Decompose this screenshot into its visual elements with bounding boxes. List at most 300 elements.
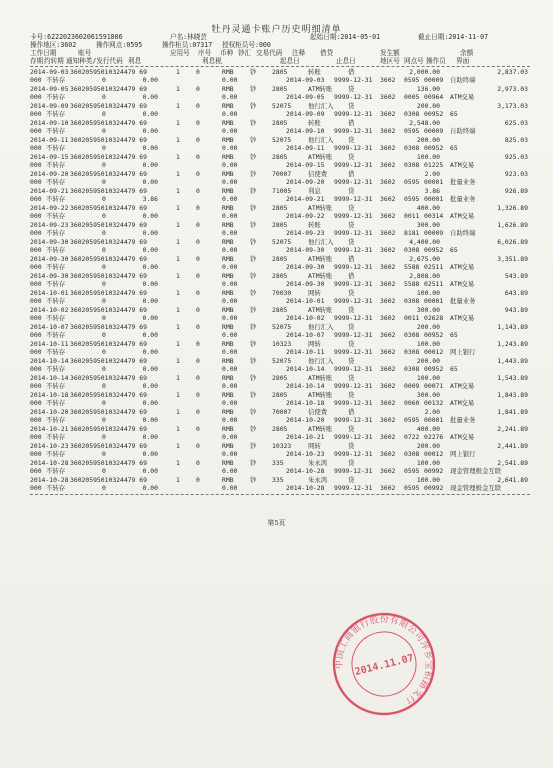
- cell-date: 2014-10-02: [30, 306, 69, 314]
- cell-interest: 0.00: [142, 314, 158, 322]
- cell-app: 1: [176, 238, 180, 246]
- cell-tax: 0.00: [222, 229, 238, 237]
- cell-amt: 100.00: [416, 289, 440, 297]
- cell-amt: 100.00: [416, 153, 440, 161]
- cell-notice: 0: [102, 433, 106, 441]
- table-row: [30, 154, 535, 171]
- cell-notice: 0: [102, 263, 106, 271]
- cell-ch: 钞: [250, 476, 257, 484]
- start-date: 起始日期:2014-05-01: [310, 33, 381, 41]
- table-row: [30, 307, 535, 324]
- cell-bal: 2,837.03: [497, 68, 528, 76]
- cell-dc: 贷: [348, 153, 355, 161]
- cell-edate: 9999-12-31: [334, 280, 373, 288]
- cell-conv: 不转存: [46, 433, 66, 441]
- cell-cur: RMB: [222, 357, 234, 365]
- cell-notice: 0: [102, 229, 106, 237]
- cell-branch: 8181: [404, 229, 420, 237]
- cell-interest: 0.00: [142, 212, 158, 220]
- cell-interest: 0.00: [142, 416, 158, 424]
- cell-interest: 0.00: [142, 433, 158, 441]
- cell-seq: 0: [196, 136, 200, 144]
- document-title: 牡丹灵通卡账户历史明细清单: [211, 25, 342, 35]
- cell-op: 00071: [424, 382, 444, 390]
- cell-date: 2014-09-11: [30, 136, 69, 144]
- cell-note: 网转: [308, 289, 321, 297]
- row-line-main: [30, 171, 535, 178]
- cell-branch: 0060: [404, 399, 420, 407]
- cell-conv: 不转存: [46, 365, 66, 373]
- cell-amt: 200.00: [416, 102, 440, 110]
- cell-date: 2014-10-18: [30, 391, 69, 399]
- cell-seq: 0: [196, 119, 200, 127]
- cell-iface: 批量业务: [450, 416, 476, 424]
- column-header: 序号: [198, 49, 212, 57]
- cell-ch: 钞: [250, 459, 257, 467]
- cell-term: 000: [30, 263, 42, 271]
- table-row: [30, 222, 535, 239]
- cell-dc: 贷: [348, 221, 355, 229]
- cell-conv: 不转存: [46, 93, 66, 101]
- cell-date: 2014-10-07: [30, 323, 69, 331]
- cell-notice: 0: [102, 76, 106, 84]
- column-header: 利息: [128, 57, 142, 65]
- header-line-2: [30, 42, 271, 49]
- cell-code: 2805: [272, 153, 288, 161]
- cell-ch: 钞: [250, 306, 257, 314]
- cell-note: ATM转账: [308, 374, 333, 382]
- cell-code: 10323: [272, 340, 292, 348]
- cell-ch: 钞: [250, 204, 257, 212]
- row-line-main: [30, 256, 535, 263]
- cell-conv: 不转存: [46, 144, 66, 152]
- cell-acct: 36020595010324479 69: [70, 425, 147, 433]
- cell-date: 2014-10-28: [30, 459, 69, 467]
- cell-op: 01225: [424, 161, 444, 169]
- cell-term: 000: [30, 195, 42, 203]
- cell-conv: 不转存: [46, 484, 66, 492]
- cell-branch: 0595: [404, 178, 420, 186]
- cell-vdate: 2014-09-10: [286, 127, 325, 135]
- cell-edate: 9999-12-31: [334, 178, 373, 186]
- cell-note: ATM转账: [308, 204, 333, 212]
- cell-vdate: 2014-09-03: [286, 76, 325, 84]
- cell-region: 3602: [380, 212, 396, 220]
- cell-term: 000: [30, 331, 42, 339]
- cell-cur: RMB: [222, 289, 234, 297]
- operating-branch: 操作网点:0595: [96, 41, 143, 49]
- column-header: 操作员: [426, 57, 446, 65]
- cell-app: 1: [176, 425, 180, 433]
- cell-bal: 926.89: [504, 187, 528, 195]
- row-line-detail: [30, 77, 535, 84]
- cell-region: 3602: [380, 365, 396, 373]
- cell-app: 1: [176, 476, 180, 484]
- account-name: 户名:林晓芸: [170, 33, 207, 41]
- row-line-detail: [30, 468, 535, 475]
- cell-acct: 36020595010324479 69: [70, 459, 147, 467]
- row-line-main: [30, 460, 535, 467]
- cell-ch: 钞: [250, 136, 257, 144]
- header-divider: [30, 66, 530, 67]
- cell-app: 1: [176, 119, 180, 127]
- cell-cur: RMB: [222, 68, 234, 76]
- cell-dc: 贷: [348, 136, 355, 144]
- cell-note: ATM转账: [308, 255, 333, 263]
- cell-date: 2014-10-28: [30, 476, 69, 484]
- cell-notice: 0: [102, 382, 106, 390]
- cell-dc: 借: [348, 170, 355, 178]
- row-line-main: [30, 120, 535, 127]
- cell-iface: 网上银行: [450, 348, 476, 356]
- cell-branch: 0308: [404, 144, 420, 152]
- cell-seq: 0: [196, 323, 200, 331]
- cell-tax: 0.00: [222, 178, 238, 186]
- cell-interest: 0.00: [142, 263, 158, 271]
- cell-cur: RMB: [222, 374, 234, 382]
- cell-app: 1: [176, 68, 180, 76]
- column-header: 地区号: [380, 57, 400, 65]
- cell-cur: RMB: [222, 442, 234, 450]
- table-row: [30, 239, 535, 256]
- table-row: [30, 103, 535, 120]
- cell-note: 转账: [308, 119, 321, 127]
- cell-op: 00992: [424, 467, 444, 475]
- row-line-main: [30, 375, 535, 382]
- row-line-main: [30, 409, 535, 416]
- cell-date: 2014-10-14: [30, 374, 69, 382]
- row-line-main: [30, 103, 535, 110]
- table-row: [30, 426, 535, 443]
- column-header: 币种: [220, 49, 234, 57]
- cell-acct: 36020595010324479 69: [70, 119, 147, 127]
- cell-code: 70030: [272, 289, 292, 297]
- cell-notice: 0: [102, 399, 106, 407]
- cell-ch: 钞: [250, 391, 257, 399]
- cell-branch: 0595: [404, 484, 420, 492]
- cell-bal: 1,843.89: [497, 391, 528, 399]
- cell-tax: 0.00: [222, 365, 238, 373]
- cell-vdate: 2014-10-18: [286, 399, 325, 407]
- cell-seq: 0: [196, 204, 200, 212]
- cell-iface: ATM交易: [450, 314, 475, 322]
- cell-interest: 0.00: [142, 93, 158, 101]
- cell-tax: 0.00: [222, 314, 238, 322]
- cell-interest: 0.00: [142, 76, 158, 84]
- cell-dc: 借: [348, 408, 355, 416]
- cell-ch: 钞: [250, 408, 257, 416]
- cell-date: 2014-10-14: [30, 357, 69, 365]
- cell-amt: 2,675.00: [409, 255, 440, 263]
- cell-app: 1: [176, 204, 180, 212]
- row-line-detail: [30, 94, 535, 101]
- cell-vdate: 2014-10-02: [286, 314, 325, 322]
- cell-dc: 借: [348, 255, 355, 263]
- cell-interest: 0.00: [142, 280, 158, 288]
- cell-notice: 0: [102, 127, 106, 135]
- cell-note: 网转: [308, 442, 321, 450]
- cell-term: 000: [30, 229, 42, 237]
- cell-iface: ATM交易: [450, 161, 475, 169]
- cell-vdate: 2014-10-21: [286, 433, 325, 441]
- cell-app: 1: [176, 391, 180, 399]
- cell-edate: 9999-12-31: [334, 195, 373, 203]
- cell-tax: 0.00: [222, 450, 238, 458]
- row-line-main: [30, 69, 535, 76]
- cell-seq: 0: [196, 102, 200, 110]
- cell-term: 000: [30, 399, 42, 407]
- cell-bal: 1,841.89: [497, 408, 528, 416]
- cell-edate: 9999-12-31: [334, 93, 373, 101]
- cell-app: 1: [176, 221, 180, 229]
- cell-dc: 贷: [348, 85, 355, 93]
- cell-ch: 钞: [250, 442, 257, 450]
- column-header: 网点号: [404, 57, 424, 65]
- cell-ch: 钞: [250, 357, 257, 365]
- cell-notice: 0: [102, 246, 106, 254]
- cell-conv: 不转存: [46, 416, 66, 424]
- cell-code: 52075: [272, 357, 292, 365]
- cell-amt: 200.00: [416, 136, 440, 144]
- cell-branch: 0308: [404, 331, 420, 339]
- cell-term: 000: [30, 450, 42, 458]
- cell-edate: 9999-12-31: [334, 161, 373, 169]
- cell-vdate: 2014-09-30: [286, 246, 325, 254]
- cell-seq: 0: [196, 476, 200, 484]
- cell-branch: 0308: [404, 450, 420, 458]
- table-row: [30, 392, 535, 409]
- table-row: [30, 171, 535, 188]
- cell-code: 71005: [272, 187, 292, 195]
- cell-tax: 0.00: [222, 331, 238, 339]
- page-number: 第5页: [267, 519, 286, 527]
- cell-region: 3602: [380, 195, 396, 203]
- cell-vdate: 2014-09-22: [286, 212, 325, 220]
- cell-app: 1: [176, 102, 180, 110]
- cell-code: 2805: [272, 374, 288, 382]
- cell-ch: 钞: [250, 238, 257, 246]
- cell-dc: 贷: [348, 187, 355, 195]
- cell-bal: 2,241.89: [497, 425, 528, 433]
- cell-interest: 0.00: [142, 450, 158, 458]
- cell-notice: 0: [102, 348, 106, 356]
- cell-vdate: 2014-09-15: [286, 161, 325, 169]
- cell-op: 02511: [424, 263, 444, 271]
- cell-notice: 0: [102, 331, 106, 339]
- row-line-detail: [30, 281, 535, 288]
- cell-note: 朱永鸿: [308, 476, 328, 484]
- cell-term: 000: [30, 416, 42, 424]
- cell-acct: 36020595010324479 69: [70, 323, 147, 331]
- cell-note: ATM转账: [308, 391, 333, 399]
- cell-vdate: 2014-10-14: [286, 382, 325, 390]
- row-line-main: [30, 307, 535, 314]
- row-line-main: [30, 443, 535, 450]
- cell-acct: 36020595010324479 69: [70, 391, 147, 399]
- cell-op: 00992: [424, 484, 444, 492]
- cell-notice: 0: [102, 195, 106, 203]
- cell-ch: 钞: [250, 374, 257, 382]
- cell-dc: 贷: [348, 238, 355, 246]
- column-header: 存期: [30, 57, 44, 65]
- cell-tax: 0.00: [222, 110, 238, 118]
- cell-bal: 543.89: [504, 272, 528, 280]
- cell-vdate: 2014-09-23: [286, 229, 325, 237]
- cell-seq: 0: [196, 238, 200, 246]
- cell-amt: 100.00: [416, 340, 440, 348]
- row-line-detail: [30, 264, 535, 271]
- cell-edate: 9999-12-31: [334, 331, 373, 339]
- cell-conv: 不转存: [46, 399, 66, 407]
- cell-iface: ATM交易: [450, 93, 475, 101]
- cell-ch: 钞: [250, 323, 257, 331]
- cell-ch: 钞: [250, 187, 257, 195]
- cell-branch: 0011: [404, 314, 420, 322]
- cell-cur: RMB: [222, 221, 234, 229]
- cell-cur: RMB: [222, 306, 234, 314]
- cell-bal: 3,351.89: [497, 255, 528, 263]
- cell-op: 00009: [424, 76, 444, 84]
- cell-region: 3602: [380, 314, 396, 322]
- column-header: 钞汇: [238, 49, 252, 57]
- cell-interest: 3.86: [142, 195, 158, 203]
- row-line-main: [30, 222, 535, 229]
- cell-bal: 3,173.03: [497, 102, 528, 110]
- cell-ch: 钞: [250, 340, 257, 348]
- cell-bal: 1,143.89: [497, 323, 528, 331]
- cell-tax: 0.00: [222, 297, 238, 305]
- cell-iface: 批量业务: [450, 195, 476, 203]
- cell-cur: RMB: [222, 391, 234, 399]
- table-row: [30, 443, 535, 460]
- row-line-main: [30, 392, 535, 399]
- table-row: [30, 256, 535, 273]
- cell-amt: 2,808.00: [409, 272, 440, 280]
- cell-region: 3602: [380, 76, 396, 84]
- cell-bal: 825.03: [504, 136, 528, 144]
- cell-seq: 0: [196, 459, 200, 467]
- cell-date: 2014-09-05: [30, 85, 69, 93]
- cell-region: 3602: [380, 331, 396, 339]
- cell-seq: 0: [196, 68, 200, 76]
- cell-bal: 923.03: [504, 170, 528, 178]
- cell-interest: 0.00: [142, 246, 158, 254]
- table-row: [30, 273, 535, 290]
- cell-bal: 2,973.03: [497, 85, 528, 93]
- cell-amt: 2.00: [424, 170, 440, 178]
- column-header: 应用号: [170, 49, 190, 57]
- cell-notice: 0: [102, 484, 106, 492]
- cell-edate: 9999-12-31: [334, 127, 373, 135]
- column-header: 通知种类/发行代码: [66, 57, 123, 65]
- cell-seq: 0: [196, 340, 200, 348]
- cell-app: 1: [176, 374, 180, 382]
- cell-app: 1: [176, 459, 180, 467]
- cell-vdate: 2014-10-14: [286, 365, 325, 373]
- cell-amt: 400.00: [416, 425, 440, 433]
- cell-dc: 贷: [348, 340, 355, 348]
- cell-note: 他行汇入: [308, 238, 334, 246]
- cell-edate: 9999-12-31: [334, 399, 373, 407]
- cell-interest: 0.00: [142, 297, 158, 305]
- cell-app: 1: [176, 136, 180, 144]
- cell-region: 3602: [380, 433, 396, 441]
- cell-conv: 不转存: [46, 467, 66, 475]
- cell-interest: 0.00: [142, 178, 158, 186]
- column-header: 余额: [460, 49, 474, 57]
- cell-region: 3602: [380, 399, 396, 407]
- cell-term: 000: [30, 348, 42, 356]
- cell-dc: 借: [348, 272, 355, 280]
- header-line-1: [30, 34, 488, 41]
- cell-seq: 0: [196, 272, 200, 280]
- cell-ch: 钞: [250, 289, 257, 297]
- table-row: [30, 460, 535, 477]
- cell-interest: 0.00: [142, 365, 158, 373]
- cell-conv: 不转存: [46, 178, 66, 186]
- cell-note: 朱永鸿: [308, 459, 328, 467]
- cell-region: 3602: [380, 144, 396, 152]
- cell-amt: 3.86: [424, 187, 440, 195]
- cell-term: 000: [30, 76, 42, 84]
- cell-note: 网转: [308, 340, 321, 348]
- table-row: [30, 341, 535, 358]
- cell-code: 70007: [272, 408, 292, 416]
- cell-note: ATM转账: [308, 272, 333, 280]
- cell-term: 000: [30, 144, 42, 152]
- cell-iface: 65: [450, 331, 458, 339]
- cell-notice: 0: [102, 178, 106, 186]
- cell-acct: 36020595010324479 69: [70, 357, 147, 365]
- cell-term: 000: [30, 127, 42, 135]
- cell-amt: 2,548.00: [409, 119, 440, 127]
- cell-edate: 9999-12-31: [334, 365, 373, 373]
- cell-amt: 200.00: [416, 442, 440, 450]
- cell-bal: 2,641.89: [497, 476, 528, 484]
- row-line-main: [30, 154, 535, 161]
- cell-seq: 0: [196, 442, 200, 450]
- cell-edate: 9999-12-31: [334, 314, 373, 322]
- cell-term: 000: [30, 467, 42, 475]
- cell-edate: 9999-12-31: [334, 348, 373, 356]
- cell-amt: 100.00: [416, 459, 440, 467]
- cell-iface: 网上银行: [450, 450, 476, 458]
- cell-acct: 36020595010324479 69: [70, 476, 147, 484]
- cell-term: 000: [30, 484, 42, 492]
- cell-tax: 0.00: [222, 348, 238, 356]
- stamp-ring-text: 中国工商银行股份有限公司萍乡宝积路支行: [334, 614, 434, 707]
- column-header: 起息日: [280, 57, 300, 65]
- cell-code: 2805: [272, 68, 288, 76]
- cell-notice: 0: [102, 297, 106, 305]
- cell-app: 1: [176, 153, 180, 161]
- cell-ch: 钞: [250, 102, 257, 110]
- cell-date: 2014-10-01: [30, 289, 69, 297]
- cell-date: 2014-09-30: [30, 255, 69, 263]
- cell-tax: 0.00: [222, 416, 238, 424]
- cell-branch: 0595: [404, 76, 420, 84]
- cell-seq: 0: [196, 289, 200, 297]
- cell-term: 000: [30, 178, 42, 186]
- cell-vdate: 2014-09-30: [286, 263, 325, 271]
- stamp-date: 2014.11.07: [353, 652, 415, 679]
- cell-tax: 0.00: [222, 280, 238, 288]
- cell-branch: 0009: [404, 382, 420, 390]
- cell-branch: 5588: [404, 263, 420, 271]
- cell-date: 2014-09-20: [30, 170, 69, 178]
- cell-interest: 0.00: [142, 484, 158, 492]
- cell-ch: 钞: [250, 119, 257, 127]
